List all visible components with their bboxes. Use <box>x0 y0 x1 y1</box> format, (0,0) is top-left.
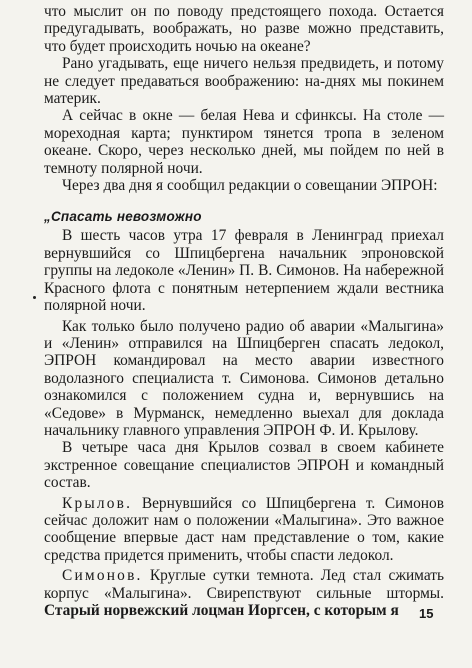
section-heading: „Спасать невозможно <box>44 209 202 225</box>
dialogue-simonov <box>44 567 444 619</box>
speaker-name: Симонов. <box>62 567 143 585</box>
dialogue-text: Вернувшийся со Шпицбергена т. Симонов сейчас доложит нам о положении «Малыгина». Это важное сообщение впервые даст нам представление о том, какие средства придется применить, чтобы спасти ледокол. <box>44 494 444 564</box>
paragraph: В шесть часов утра 17 февраля в Ленинград приехал вернувшийся со Шпицбергена начальник эпроновской группы на ледоколе «Ленин» П. В. Симонов. На набережной Красного флота с понятным нетерпением ждали вестника полярной ночи. <box>44 227 444 315</box>
page-body-text <box>44 3 444 619</box>
dialogue-text-bold: Старый норвежский лоцман Иоргсен, с которым я <box>44 602 399 619</box>
speaker-name: Крылов. <box>62 494 133 512</box>
dialogue-krylov <box>44 495 444 565</box>
print-speck <box>33 296 36 299</box>
paragraph: Как только было получено радио об аварии «Малыгина» и «Ленин» отправился на Шпицберген спасать ледокол, ЭПРОН командировал на место аварии известного водолазного специалиста т. Симонова. Симонов детально ознакомился с положением судна и, вернувшись на «Седове» в Мурманск, немедленно выехал для доклада начальнику главного управления ЭПРОН Ф. И. Крылову. <box>44 317 444 439</box>
paragraph: что мыслит он по поводу предстоящего похода. Остается предугадывать, воображать, но разве можно представить, что будет происходить ночью на океане? <box>44 3 444 55</box>
page-number: 15 <box>419 606 434 621</box>
paragraph: Рано угадывать, еще ничего нельзя предвидеть, и потому не следует предаваться воображению: на-днях мы покинем материк. <box>44 55 444 108</box>
paragraph: А сейчас в окне — белая Нева и сфинксы. На столе — мореходная карта; пунктиром тянется тропа в зеленом океане. Скоро, через несколько дней, мы пойдем по ней в темноту полярной ночи. <box>44 107 444 177</box>
paragraph: В четыре часа дня Крылов созвал в своем кабинете экстренное совещание специалистов ЭПРОН и командный состав. <box>44 439 444 492</box>
dialogue-text: Круглые сутки темнота. Лед стал сжимать корпус «Малыгина». Свирепствуют сильные штормы. <box>44 567 444 602</box>
paragraph: Через два дня я сообщил редакции о совещании ЭПРОН: <box>62 177 438 195</box>
